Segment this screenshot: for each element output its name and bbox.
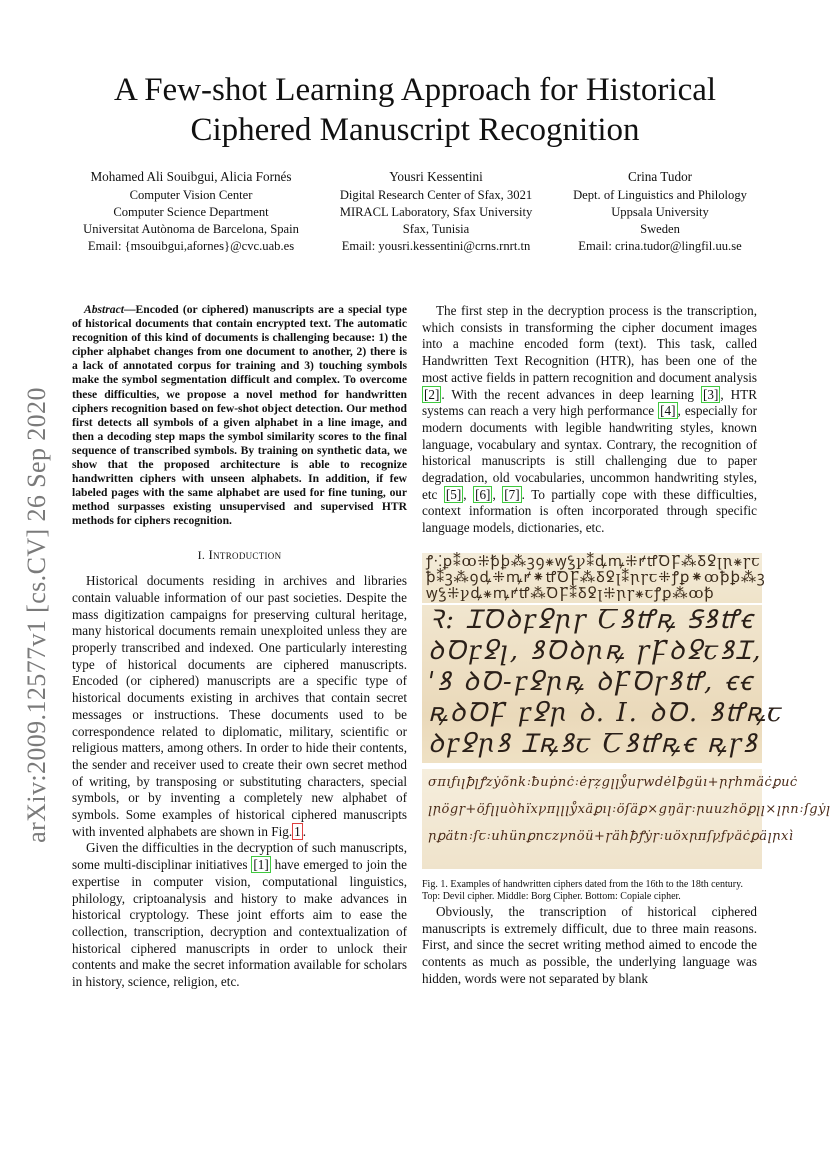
author-3 — [554, 168, 766, 255]
section-number: I. — [197, 547, 206, 562]
author-affiliation: Digital Research Center of Sfax, 3021 — [339, 188, 533, 202]
citation-link[interactable]: [2] — [424, 386, 440, 402]
title-line-2: Ciphered Manuscript Recognition — [190, 112, 640, 148]
author-2 — [324, 168, 548, 255]
author-name: Yousri Kessentini — [389, 169, 483, 184]
section-heading — [72, 547, 407, 564]
body-text: , HTR systems can reach a very high performance — [422, 386, 758, 419]
citation-link[interactable]: [6] — [475, 486, 491, 502]
body-text: . To partially cope with these difficulties, context information is often incorporated through specific language models, dictionaries, etc. — [422, 486, 757, 536]
arxiv-identifier-text: arXiv:2009.12577v1 [cs.CV] 26 Sep 2020 — [21, 387, 51, 843]
citation-link[interactable]: [4] — [660, 403, 676, 419]
copiale-cipher-image: σπıƒıꞁꝥꞁꝭzẏõnk꞉ƀuṗnċ꞉ėꞅẓgꞁꞁẙuꞅwdėlꝥgüı+ꞃꞅhmäċꝑuċ ꞁꞃögꞅ+öƒꞁꞁuòhïxꝩπꞁꞁꞁẙxäꝑıꞁ꞉öſäꝑ×gŋäꞅ꞉ꞃuuzhöꝑꞁꞁ×ꞁꞃn꞉ſgẏꞁ ꞃꝑätn꞉ſꞇ꞉uhünꝑnꞇzꝩnöü+ꞅähꝥꝭẏꞅ꞉uöxꞃπſꝩƒꝩäċꝑäꞁꞃxì — [422, 769, 762, 869]
body-text: , — [492, 486, 503, 502]
author-email: Email: yousri.kessentini@crns.rnrt.tn — [341, 239, 531, 253]
author-affiliation: Sweden — [640, 222, 680, 236]
borg-cipher-image: Ꝛ: ꞮꝹꝺꝼꝿꞃꞅ Ꞇꝸꝷꝶ Ꞩꝸꝷꞓ ꝺꝹꝼꝿꞁ, ꝸꝹꝺꞃꝶ ꞅꝻꝺꝿꞇꝸꞮ, ꞌꝸ ꝺꝹ-ꝼꝿꞃꝶ ꝺꝻꝹꞅꝸꝷ, ꞓꞓ ꝶꝺꝹꝻ ꝼꝿꞃ ꝺ. I. ꝺꝹ. ꝸꝷꝶꞇ ꝺꝼꝿꞃꝸ Ɪꝶꝸꞇ Ꞇꝸꝷꝶꞓ ꝶꞅꝸ — [422, 605, 762, 763]
author-affiliation: Dept. of Linguistics and Philology — [573, 188, 747, 202]
left-column — [72, 303, 407, 991]
abstract — [72, 303, 407, 529]
author-affiliation: Computer Science Department — [113, 205, 269, 219]
author-email: Email: {msouibgui,afornes}@cvc.uab.es — [87, 239, 295, 253]
citation-link[interactable]: [3] — [702, 386, 719, 402]
author-1 — [60, 168, 322, 255]
body-text: The first step in the decryption process is the transcription, which consists in transforming the cipher document images into a machine encoded form (text). This task, called Handwritten Text Recognition (HTR), has been one of the most active fields in pattern recognition and document analysis — [422, 303, 757, 385]
body-text: , especially for modern documents with legible handwriting styles, known language, vocabulary and syntax. Contrary, the recognition of historical manuscripts is still challenging due to paper degradation, old vocabularies, uncommon handwriting styles, etc — [422, 403, 757, 502]
intro-text: . — [302, 823, 307, 839]
title-line-1: A Few-shot Learning Approach for Historical — [113, 72, 717, 108]
arxiv-identifier — [14, 360, 59, 870]
citation-link[interactable]: [5] — [445, 486, 462, 502]
right-paragraph-2: Obviously, the transcription of historical ciphered manuscripts is extremely difficult, due to three main reasons. First, and since the secret writing method aimed to encode the contents as much as possible, the underlying language was hidden, words were not separated by blank — [422, 903, 757, 986]
author-email: Email: crina.tudor@lingfil.uu.se — [578, 239, 742, 253]
abstract-text: —Encoded (or ciphered) manuscripts are a special type of historical documents that contain encrypted text. The automatic recognition of this kind of documents is challenging because: 1) the cipher alphabet changes from one document to another, 2) there is a lack of annotated corpus for training and 3) touching symbols make the symbol segmentation difficult and complex. To overcome these difficulties, we propose a novel method for handwritten ciphers recognition based on few-shot object detection. Our method first detects all symbols of a given alphabet in a line image, and then a decoding step maps the symbol similarity scores to the final sequence of transcribed symbols. By training on synthetic data, we show that the proposed architecture is able to recognize handwritten ciphers with unseen alphabets. In addition, if few labeled pages with the same alphabet are used for fine tuning, our method surpasses existing unsupervised and supervised HTR methods for ciphers recognition. — [72, 303, 407, 528]
author-affiliation: Computer Vision Center — [129, 188, 253, 202]
figure-1 — [422, 551, 831, 904]
right-paragraph-1 — [422, 303, 757, 537]
author-affiliation: MIRACL Laboratory, Sfax University — [339, 205, 533, 219]
author-name: Mohamed Ali Souibgui, Alicia Fornés — [90, 169, 292, 184]
paper-title — [70, 70, 760, 150]
figure-reference-link[interactable]: 1 — [294, 823, 301, 839]
author-name: Crina Tudor — [627, 169, 693, 184]
author-affiliation: Sfax, Tunisia — [402, 222, 470, 236]
intro-text: Historical documents residing in archives and libraries contain valuable information of our past societies. Despite the mass digitization campaigns for preserving cultural heritage, many historical documents remain unexploited unless they are properly transcribed and indexed. One particularly interesting type of historical documents are ciphered manuscripts. Encoded (or ciphered) manuscripts are a specific type of historical documents existing in archives that contain secret messages or instructions. These documents used to be correspondence related to diplomatic, military, scientific or religious matters, among others. In order to hide their contents, the sender and receiver used to create their own secret method of writing, by transposing or substituting characters, special symbols, or by inventing a completely new alphabet of symbols. Some examples of historical ciphered manuscripts with invented alphabets are shown in Fig. — [72, 573, 407, 839]
section-title: Introduction — [208, 546, 282, 562]
right-column — [422, 303, 831, 987]
intro-paragraph-1 — [72, 573, 407, 840]
intro-text: have emerged to join the expertise in computer vision, computational linguistics, philology, criptoanalysis and history to make advances in historical cryptology. These joint efforts aim to ease the collection, transcription, decryption and contextualization of historical ciphered manuscripts in order to unlock their contents and make the secret information available for scholars in history, science, religion, etc. — [72, 857, 407, 990]
abstract-lead: Abstract — [84, 303, 124, 316]
body-text: , — [463, 486, 474, 502]
body-text: . With the recent advances in deep learning — [441, 386, 701, 402]
citation-link[interactable]: [1] — [253, 857, 269, 873]
figure-caption: Fig. 1. Examples of handwritten ciphers dated from the 16th to the 18th century. Top: Devil cipher. Middle: Borg Cipher. Bottom: Copiale cipher. — [422, 878, 743, 903]
intro-text: Given the difficulties in the decryption of such manuscripts, some multi-disciplinar initiatives — [72, 840, 407, 873]
citation-link[interactable]: [7] — [504, 486, 520, 502]
devil-cipher-image: ꝭ⁖ꝑ⁑ꝏ⁜ꝥꝧ⁂ꝫꝯ⁕ꝡꝣꝩ⁑ꝱꝳ⁜ꝵꝷꝹꝻ⁂Ᵹꝿꞁꞃ⁕ꞅꞇ ꝥ⁑ꝫ⁂ꝯꝱ⁜ꝳꝵ⁕ꝷꝹꝻ⁂Ᵹꝿꞁ⁑ꞃꞅꞇ⁜ꝭꝑ⁕ꝏꝥꝧ⁂ꝫ ꝡꝣ⁜ꝩꝱ⁕ꝳꝵꝷ⁂ꝹꝻ⁑Ᵹꝿꞁ⁜ꞃꞅ⁕ꞇꝭꝑ⁂ꝏꝥ — [422, 553, 762, 603]
author-affiliation: Universitat Autònoma de Barcelona, Spain — [83, 222, 299, 236]
author-affiliation: Uppsala University — [611, 205, 709, 219]
intro-paragraph-2 — [72, 840, 407, 990]
